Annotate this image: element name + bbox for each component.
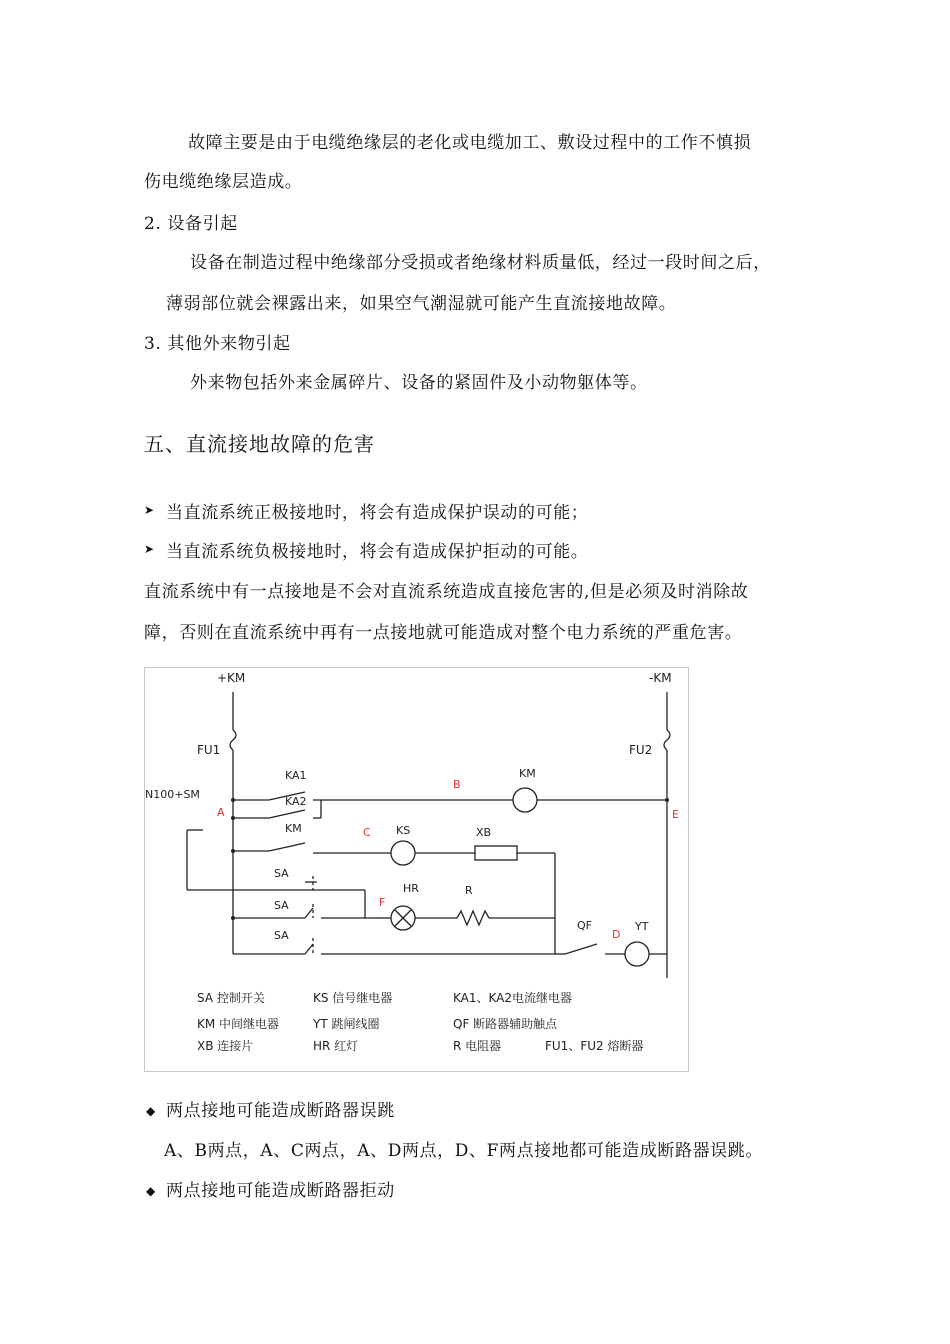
bullet-text: 当直流系统正极接地时，将会有造成保护误动的可能；	[166, 503, 589, 523]
label-minus-km: -KM	[649, 671, 672, 685]
label-n100: N100+SM	[145, 788, 200, 801]
label-km-coil: KM	[519, 767, 536, 780]
point-b-label: B	[453, 778, 461, 791]
legend-qf: QF 断路器辅助触点	[453, 1017, 558, 1031]
ks-coil	[391, 841, 415, 865]
label-yt: YT	[635, 920, 649, 933]
fuse-fu2-symbol	[664, 730, 670, 750]
legend-fu: FU1、FU2 熔断器	[545, 1039, 644, 1053]
point-e-label: E	[672, 808, 679, 821]
label-sa-2: SA	[274, 899, 289, 912]
paragraph-line: A、B两点，A、C两点，A、D两点，D、F两点接地都可能造成断路器误跳。	[164, 1141, 763, 1161]
label-km-contact: KM	[285, 822, 302, 835]
label-ka2: KA2	[285, 795, 307, 808]
label-ks: KS	[396, 824, 411, 837]
legend-km: KM 中间继电器	[197, 1017, 280, 1031]
fuse-fu1-symbol	[230, 730, 236, 750]
label-sa-1: SA	[274, 867, 289, 880]
list-item-title: 2. 设备引起	[144, 214, 238, 234]
yt-coil	[625, 942, 649, 966]
point-d-label: D	[612, 928, 621, 941]
bullet-text: 当直流系统负极接地时，将会有造成保护拒动的可能。	[166, 542, 589, 562]
paragraph-line: 故障主要是由于电缆绝缘层的老化或电缆加工、敷设过程中的工作不慎损	[188, 133, 752, 153]
sa3-switch	[305, 944, 313, 954]
label-qf: QF	[577, 919, 592, 932]
list-item-title: 3. 其他外来物引起	[144, 334, 291, 354]
label-xb: XB	[476, 826, 492, 839]
paragraph-line: 设备在制造过程中绝缘部分受损或者绝缘材料质量低，经过一段时间之后，	[190, 253, 771, 273]
label-ka1: KA1	[285, 769, 307, 782]
km-contact	[269, 843, 305, 851]
label-plus-km: +KM	[217, 671, 246, 685]
paragraph-line: 障，否则在直流系统中再有一点接地就可能造成对整个电力系统的严重危害。	[144, 623, 743, 643]
km-coil	[513, 788, 537, 812]
bullet-text: 两点接地可能造成断路器误跳	[166, 1101, 395, 1121]
label-sa-3: SA	[274, 929, 289, 942]
sa2-switch	[305, 908, 313, 918]
point-a-label: A	[217, 806, 225, 819]
resistor-r	[457, 911, 489, 925]
legend-yt: YT 跳闸线圈	[313, 1017, 380, 1031]
legend-xb: XB 连接片	[197, 1039, 254, 1053]
point-c-label: C	[363, 826, 371, 839]
point-f-label: F	[379, 896, 386, 909]
label-fu1: FU1	[197, 743, 221, 757]
arrow-bullet-icon: ➤	[144, 542, 155, 556]
paragraph-line: 伤电缆绝缘层造成。	[144, 172, 303, 192]
paragraph-line: 薄弱部位就会裸露出来，如果空气潮湿就可能产生直流接地故障。	[166, 294, 677, 314]
label-hr: HR	[403, 882, 419, 895]
label-fu2: FU2	[629, 743, 653, 757]
legend-ka: KA1、KA2电流继电器	[453, 991, 573, 1005]
diamond-bullet-icon: ◆	[146, 1184, 156, 1198]
bullet-text: 两点接地可能造成断路器拒动	[166, 1181, 395, 1201]
circuit-diagram-svg	[145, 668, 690, 1073]
section-heading: 五、直流接地故障的危害	[144, 432, 375, 456]
legend-r: R 电阻器	[453, 1039, 502, 1053]
ka2-contact	[269, 810, 305, 818]
arrow-bullet-icon: ➤	[144, 503, 155, 517]
circuit-diagram	[144, 667, 689, 1072]
paragraph-line: 外来物包括外来金属碎片、设备的紧固件及小动物躯体等。	[190, 373, 648, 393]
label-r: R	[465, 884, 473, 897]
paragraph-line: 直流系统中有一点接地是不会对直流系统造成直接危害的,但是必须及时消除故	[144, 582, 749, 602]
legend-sa: SA 控制开关	[197, 991, 265, 1005]
xb-link	[475, 846, 517, 860]
legend-hr: HR 红灯	[313, 1039, 359, 1053]
qf-contact	[565, 944, 597, 954]
legend-ks: KS 信号继电器	[313, 991, 393, 1005]
diamond-bullet-icon: ◆	[146, 1104, 156, 1118]
